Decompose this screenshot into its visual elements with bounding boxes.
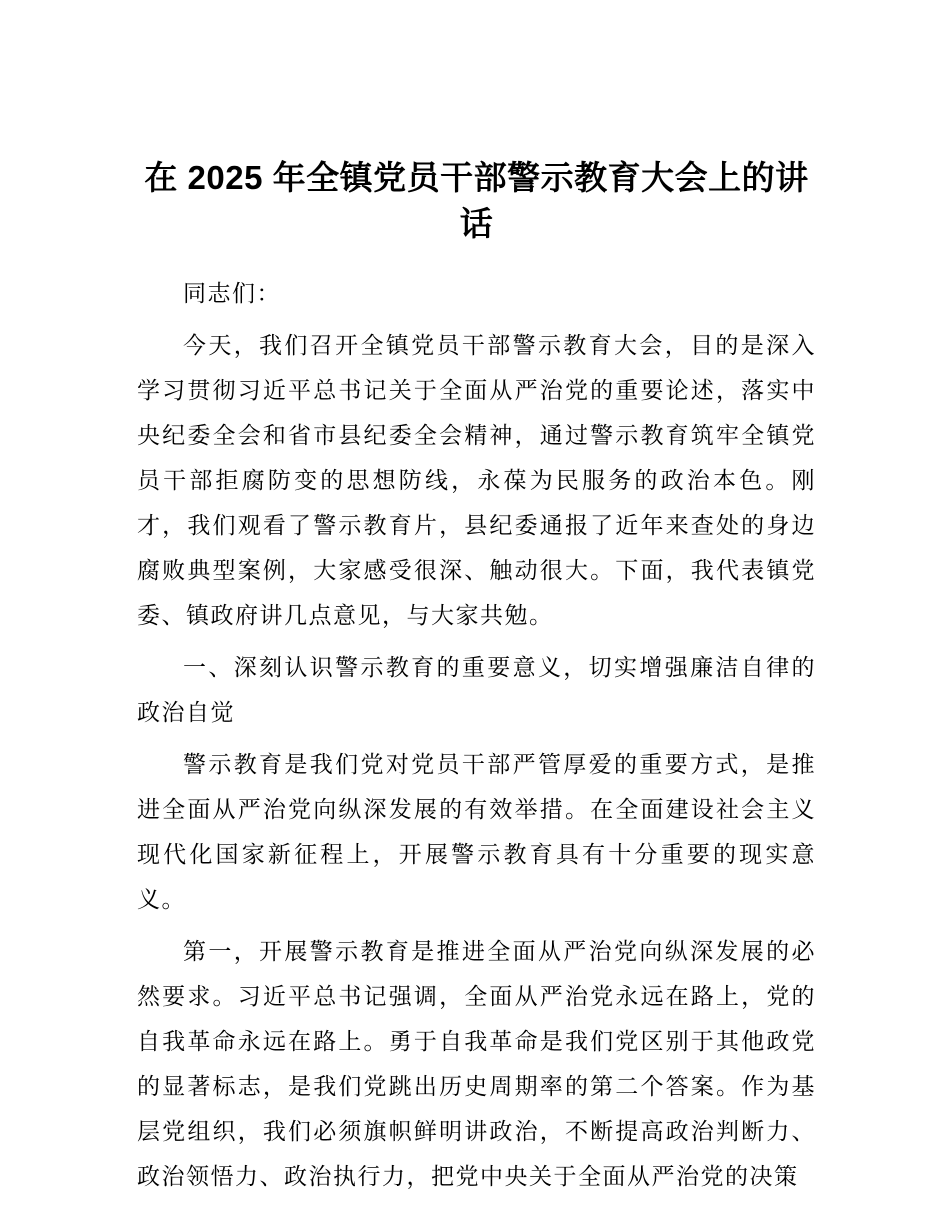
paragraph-first-point: 第一，开展警示教育是推进全面从严治党向纵深发展的必然要求。习近平总书记强调，全面从严治党永远在路上，党的自我革命永远在路上。勇于自我革命是我们党区别于其他政党的显著标志，是我们党跳出历史周期率的第二个答案。作为基层党组织，我们必须旗帜鲜明讲政治，不断提高政治判断力、政治领悟力、政治执行力，把党中央关于全面从严治党的决策 [137,939,816,1189]
section-heading-1: 一、深刻认识警示教育的重要意义，切实增强廉洁自律的政治自觉 [137,655,816,725]
paragraph-significance: 警示教育是我们党对党员干部严管厚爱的重要方式，是推进全面从严治党向纵深发展的有效举措。在全面建设社会主义现代化国家新征程上，开展警示教育具有十分重要的现实意义。 [137,752,816,912]
salutation: 同志们： [183,281,281,306]
paragraph-intro: 今天，我们召开全镇党员干部警示教育大会，目的是深入学习贯彻习近平总书记关于全面从严治党的重要论述，落实中央纪委全会和省市县纪委全会精神，通过警示教育筑牢全镇党员干部拒腐防变的思想防线，永葆为民服务的政治本色。刚才，我们观看了警示教育片，县纪委通报了近年来查处的身边腐败典型案例，大家感受很深、触动很大。下面，我代表镇党委、镇政府讲几点意见，与大家共勉。 [137,333,816,628]
document-title: 在 2025 年全镇党员干部警示教育大会上的讲话 [144,159,809,242]
